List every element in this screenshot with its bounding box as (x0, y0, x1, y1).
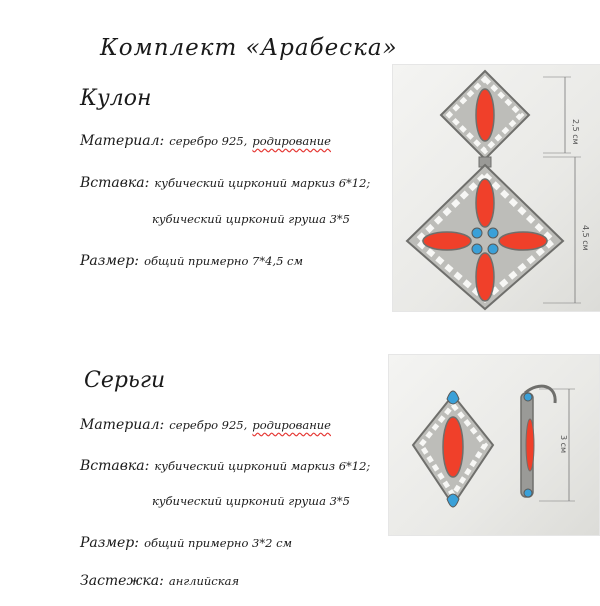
page-title: Комплект «Арабеска» (100, 35, 398, 61)
pendant-heading: Кулон (80, 86, 152, 111)
earring-side-view (521, 386, 555, 497)
earrings-clasp-row (80, 570, 239, 589)
pendant-insert-label: Вставка: (80, 175, 150, 191)
pendant-insert-row (80, 172, 370, 191)
earrings-dim-side: 3 см (559, 435, 568, 454)
pendant-dim-bottom: 4,5 см (581, 225, 590, 251)
earrings-size-label: Размер: (80, 535, 139, 551)
earrings-size-row (80, 532, 292, 551)
earrings-size-value: общий примерно 3*2 см (144, 536, 293, 550)
pendant-material-value: серебро 925, (169, 134, 248, 148)
earrings-drawing (389, 355, 599, 535)
earring-front-view (413, 391, 493, 507)
earrings-insert-value-2: кубический цирконий груша 3*5 (152, 494, 350, 508)
earrings-material-label: Материал: (80, 417, 165, 433)
marquise-stone-red (476, 89, 494, 141)
pendant-material-plating: родирование (252, 134, 331, 148)
pendant-dimension-lines (543, 77, 590, 303)
pendant-insert-value-2: кубический цирконий груша 3*5 (152, 212, 350, 226)
earrings-image (388, 354, 600, 536)
earrings-material-plating: родирование (252, 418, 331, 432)
earrings-clasp-value: английская (168, 574, 240, 588)
pendant-size-value: общий примерно 7*4,5 см (144, 254, 304, 268)
earrings-insert-label: Вставка: (80, 458, 150, 474)
earrings-material-value: серебро 925, (169, 418, 248, 432)
earrings-insert-value-1: кубический цирконий маркиз 6*12; (154, 459, 371, 473)
earrings-insert-row (80, 455, 370, 474)
pendant-size-row (80, 250, 303, 269)
pendant-top-part (441, 71, 529, 159)
pendant-drawing (393, 65, 600, 311)
pendant-size-label: Размер: (80, 253, 139, 269)
pendant-image (392, 64, 600, 312)
pendant-bottom-part (407, 165, 563, 309)
pendant-material-label: Материал: (80, 133, 165, 149)
earrings-heading: Серьги (84, 368, 166, 393)
pendant-insert-value-1: кубический цирконий маркиз 6*12; (154, 176, 371, 190)
earrings-clasp-label: Застежка: (80, 573, 164, 589)
earrings-material-row (80, 414, 331, 433)
pendant-dim-top: 2,5 см (571, 119, 580, 145)
pendant-material-row (80, 130, 331, 149)
earrings-dimension-lines (539, 389, 575, 501)
